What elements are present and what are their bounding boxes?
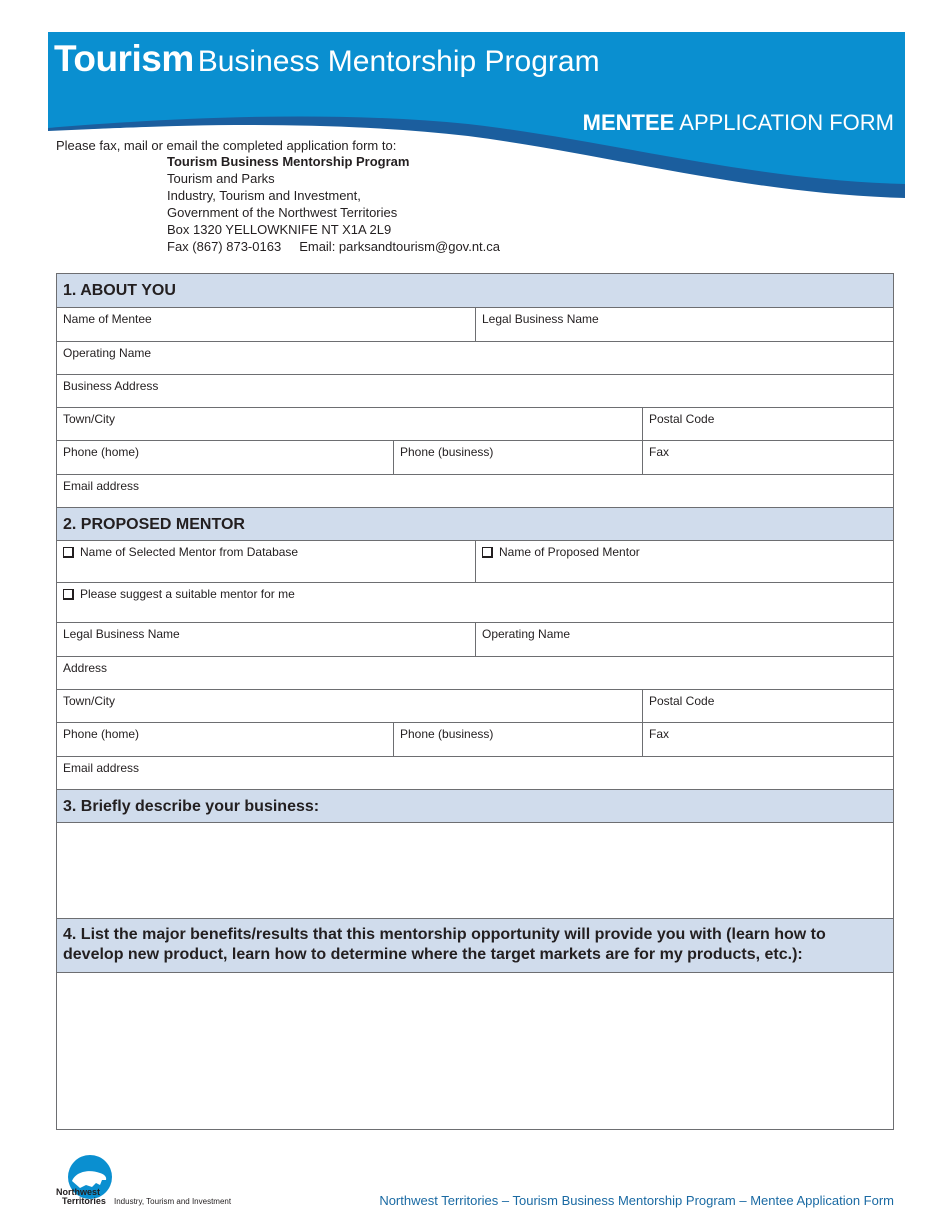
subtitle-rest: APPLICATION FORM bbox=[679, 110, 894, 135]
form-subtitle bbox=[583, 110, 894, 136]
logo-text-territories: Territories bbox=[62, 1196, 106, 1206]
business-description-textarea[interactable] bbox=[57, 823, 893, 919]
mentor-database-option[interactable] bbox=[57, 541, 475, 582]
town-city-field[interactable] bbox=[57, 408, 642, 440]
page-title bbox=[54, 38, 600, 80]
checkbox[interactable] bbox=[482, 547, 493, 558]
fax-field[interactable] bbox=[642, 441, 893, 474]
mailing-address bbox=[167, 153, 500, 255]
mentor-postal-code-field[interactable] bbox=[642, 690, 893, 722]
mentor-fax-field[interactable] bbox=[642, 723, 893, 756]
form-row bbox=[57, 723, 893, 757]
section-title: 2. PROPOSED MENTOR bbox=[63, 516, 245, 533]
field-label: Legal Business Name bbox=[63, 627, 180, 641]
contact-email: Email: parksandtourism@gov.nt.ca bbox=[299, 239, 501, 254]
postal-code-field[interactable] bbox=[642, 408, 893, 440]
field-label: Phone (home) bbox=[63, 445, 140, 459]
checkbox-row bbox=[63, 587, 295, 601]
checkbox-row bbox=[63, 545, 298, 559]
field-label: Legal Business Name bbox=[482, 312, 599, 326]
section-about-you bbox=[57, 274, 893, 308]
address-line: Tourism and Parks bbox=[167, 171, 275, 186]
mentor-town-city-field[interactable] bbox=[57, 690, 642, 722]
email-field[interactable] bbox=[57, 475, 893, 508]
form-row bbox=[57, 541, 893, 583]
field-label: Phone (business) bbox=[400, 727, 494, 741]
field-label: Email address bbox=[63, 761, 140, 775]
field-label: Postal Code bbox=[649, 694, 715, 708]
field-label: Operating Name bbox=[482, 627, 571, 641]
form-row bbox=[57, 308, 893, 342]
logo-text-northwest: Northwest bbox=[56, 1187, 101, 1197]
checkbox[interactable] bbox=[63, 547, 74, 558]
mentor-suggest-option[interactable] bbox=[57, 583, 893, 623]
business-address-field[interactable] bbox=[57, 375, 893, 408]
title-rest: Business Mentorship Program bbox=[197, 45, 600, 78]
field-label: Fax bbox=[649, 727, 670, 741]
address-line: Box 1320 YELLOWKNIFE NT X1A 2L9 bbox=[167, 222, 392, 237]
instructions: Please fax, mail or email the completed application form to: bbox=[56, 138, 397, 153]
field-label: Address bbox=[63, 661, 108, 675]
mentor-address-field[interactable] bbox=[57, 657, 893, 690]
checkbox-label: Name of Proposed Mentor bbox=[499, 545, 640, 559]
field-label: Fax bbox=[649, 445, 670, 459]
logo-department: Industry, Tourism and Investment bbox=[114, 1197, 232, 1206]
field-label: Town/City bbox=[63, 694, 116, 708]
field-label: Postal Code bbox=[649, 412, 715, 426]
mentor-email-field[interactable] bbox=[57, 757, 893, 790]
form-row bbox=[57, 408, 893, 441]
legal-business-name-field[interactable] bbox=[475, 308, 893, 341]
mentor-operating-name-field[interactable] bbox=[475, 623, 893, 656]
field-label: Email address bbox=[63, 479, 140, 493]
fax-number: Fax (867) 873-0163 bbox=[167, 239, 282, 254]
gnwt-logo bbox=[56, 1155, 256, 1210]
phone-home-field[interactable] bbox=[57, 441, 393, 474]
address-program: Tourism Business Mentorship Program bbox=[167, 154, 410, 169]
section-benefits bbox=[57, 919, 893, 973]
section-describe-business bbox=[57, 790, 893, 823]
field-label: Town/City bbox=[63, 412, 116, 426]
contact-line bbox=[167, 238, 500, 255]
mentee-name-field[interactable] bbox=[57, 308, 475, 341]
benefits-textarea[interactable] bbox=[57, 973, 893, 1129]
checkbox-row bbox=[482, 545, 640, 559]
field-label: Name of Mentee bbox=[63, 312, 152, 326]
section-title: 3. Briefly describe your business: bbox=[63, 798, 320, 815]
field-label: Phone (business) bbox=[400, 445, 494, 459]
operating-name-field[interactable] bbox=[57, 342, 893, 375]
form-row bbox=[57, 441, 893, 475]
form-row bbox=[57, 690, 893, 723]
mentor-phone-business-field[interactable] bbox=[393, 723, 642, 756]
footer-text: Northwest Territories – Tourism Business Mentorship Program – Mentee Application Form bbox=[379, 1193, 894, 1208]
section-proposed-mentor bbox=[57, 508, 893, 541]
subtitle-bold: MENTEE bbox=[582, 110, 675, 135]
mentor-phone-home-field[interactable] bbox=[57, 723, 393, 756]
field-label: Operating Name bbox=[63, 346, 152, 360]
application-form bbox=[56, 273, 894, 1130]
form-row bbox=[57, 623, 893, 657]
title-bold: Tourism bbox=[54, 38, 194, 79]
mentor-proposed-option[interactable] bbox=[475, 541, 893, 582]
section-title: 4. List the major benefits/results that this mentorship opportunity will provide you with (learn how to develop new product, learn how to determine where the target markets are for my products, etc.): bbox=[63, 926, 826, 963]
phone-business-field[interactable] bbox=[393, 441, 642, 474]
checkbox[interactable] bbox=[63, 589, 74, 600]
address-line: Industry, Tourism and Investment, bbox=[167, 188, 361, 203]
section-title: 1. ABOUT YOU bbox=[63, 282, 176, 299]
address-line: Government of the Northwest Territories bbox=[167, 205, 398, 220]
checkbox-label: Please suggest a suitable mentor for me bbox=[80, 587, 295, 601]
field-label: Phone (home) bbox=[63, 727, 140, 741]
checkbox-label: Name of Selected Mentor from Database bbox=[80, 545, 299, 559]
field-label: Business Address bbox=[63, 379, 159, 393]
mentor-legal-business-name-field[interactable] bbox=[57, 623, 475, 656]
